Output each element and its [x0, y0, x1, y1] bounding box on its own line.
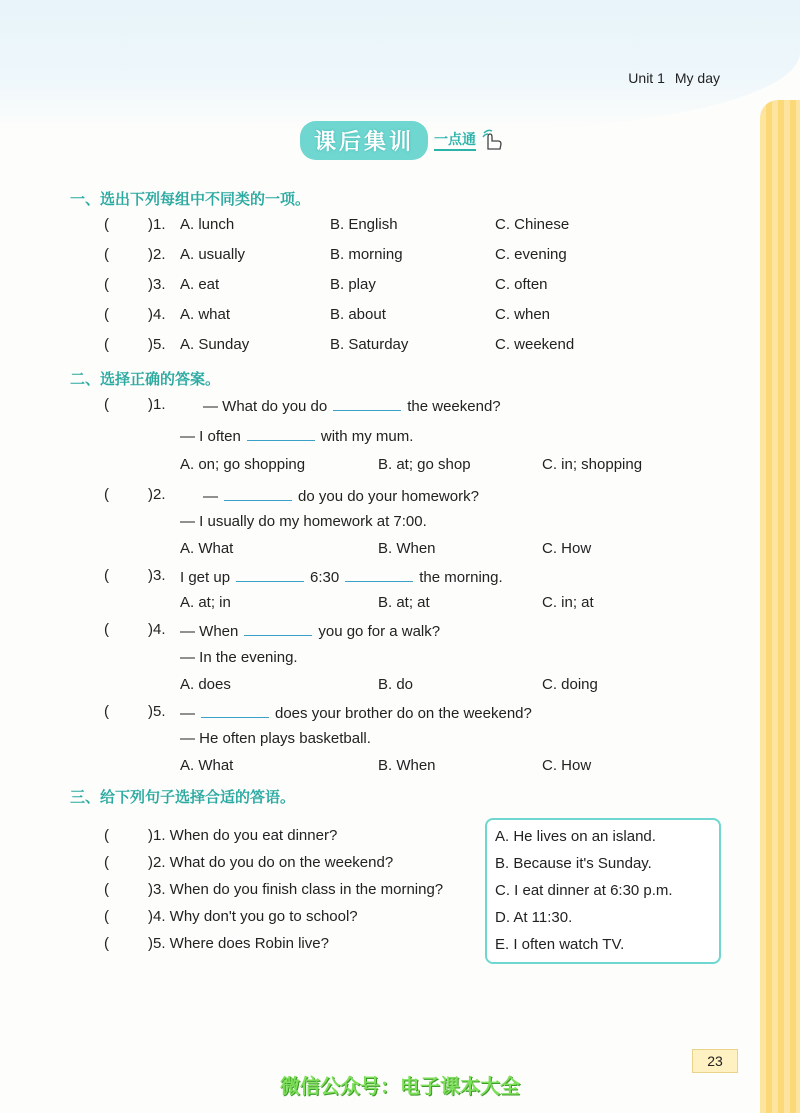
- option-a: A. eat: [180, 276, 220, 293]
- option-b: B. about: [330, 306, 386, 323]
- answer-option: B. Because it's Sunday.: [495, 855, 652, 872]
- question-number: )2.: [148, 246, 166, 263]
- option-c: C. often: [495, 276, 548, 293]
- page-edge-tabs: [760, 100, 800, 1113]
- answer-paren[interactable]: (: [104, 908, 109, 925]
- option-a: A. What: [180, 540, 234, 557]
- option-c: C. weekend: [495, 336, 575, 353]
- answer-paren[interactable]: (: [104, 881, 109, 898]
- pointing-hand-icon: [480, 127, 506, 153]
- answer-option: C. I eat dinner at 6:30 p.m.: [495, 882, 673, 899]
- unit-title: My day: [674, 70, 720, 86]
- option-a: A. lunch: [180, 216, 235, 233]
- question-number: )5.: [148, 336, 166, 353]
- option-a: A. what: [180, 306, 231, 323]
- option-a: A. on; go shopping: [180, 456, 306, 473]
- blank[interactable]: [224, 486, 292, 501]
- answer-options-box: [485, 818, 721, 964]
- option-b: B. When: [378, 757, 436, 774]
- blank[interactable]: [333, 396, 401, 411]
- answer-option: D. At 11:30.: [495, 909, 573, 926]
- section-3-title: 三、给下列句子选择合适的答语。: [70, 788, 296, 806]
- question-number: )2.: [148, 486, 166, 503]
- question-text: with my mum.: [320, 428, 414, 445]
- question-number: )5.: [148, 703, 166, 720]
- question-text: the morning.: [419, 569, 503, 586]
- option-a: A. does: [180, 676, 231, 693]
- answer-paren[interactable]: (: [104, 703, 109, 720]
- answer-paren[interactable]: (: [104, 396, 109, 413]
- answer-paren[interactable]: (: [104, 827, 109, 844]
- question-number: )3.: [148, 276, 166, 293]
- question-number: )4.: [148, 621, 166, 638]
- question-number: )4.: [148, 306, 166, 323]
- option-c: C. Chinese: [495, 216, 570, 233]
- question-number: )3.: [148, 567, 166, 584]
- answer-paren[interactable]: (: [104, 306, 109, 323]
- option-c: C. when: [495, 306, 551, 323]
- option-a: A. What: [180, 757, 234, 774]
- question-text: —: [203, 488, 218, 505]
- question-text: the weekend?: [407, 398, 501, 415]
- question-text: )4. Why don't you go to school?: [148, 908, 358, 925]
- answer-paren[interactable]: (: [104, 216, 109, 233]
- blank[interactable]: [236, 567, 304, 582]
- option-c: C. How: [542, 540, 592, 557]
- question-text: — When: [180, 623, 239, 640]
- answer-option: E. I often watch TV.: [495, 936, 625, 953]
- answer-paren[interactable]: (: [104, 854, 109, 871]
- option-c: C. doing: [542, 676, 598, 693]
- answer-paren[interactable]: (: [104, 621, 109, 638]
- section-1-title: 一、选出下列每组中不同类的一项。: [70, 190, 311, 208]
- question-text: do you do your homework?: [298, 488, 479, 505]
- question-text: — What do you do: [203, 398, 328, 415]
- blank[interactable]: [345, 567, 413, 582]
- option-a: A. usually: [180, 246, 246, 263]
- banner-title: 课后集训: [300, 121, 428, 160]
- s2-q2-response: — I usually do my homework at 7:00.: [180, 513, 427, 530]
- question-text: I get up: [180, 569, 231, 586]
- question-number: )1.: [148, 216, 166, 233]
- s2-q5-response: — He often plays basketball.: [180, 730, 371, 747]
- option-b: B. play: [330, 276, 376, 293]
- option-b: B. English: [330, 216, 398, 233]
- section-banner: [300, 122, 506, 158]
- question-text: — I often: [180, 428, 241, 445]
- option-b: B. at; go shop: [378, 456, 471, 473]
- answer-option: A. He lives on an island.: [495, 828, 656, 845]
- question-text: does your brother do on the weekend?: [275, 705, 532, 722]
- question-text: 6:30: [310, 569, 340, 586]
- question-text: —: [180, 705, 195, 722]
- option-b: B. at; at: [378, 594, 430, 611]
- question-number: )1.: [148, 396, 166, 413]
- page-number: 23: [692, 1049, 738, 1073]
- option-c: C. in; at: [542, 594, 594, 611]
- unit-label: Unit 1: [628, 70, 665, 86]
- question-text: )1. When do you eat dinner?: [148, 827, 338, 844]
- answer-paren[interactable]: (: [104, 246, 109, 263]
- answer-paren[interactable]: (: [104, 567, 109, 584]
- answer-paren[interactable]: (: [104, 276, 109, 293]
- blank[interactable]: [247, 426, 315, 441]
- section-2-title: 二、选择正确的答案。: [70, 370, 221, 388]
- option-b: B. Saturday: [330, 336, 409, 353]
- option-a: A. Sunday: [180, 336, 250, 353]
- question-text: )2. What do you do on the weekend?: [148, 854, 394, 871]
- question-text: )5. Where does Robin live?: [148, 935, 329, 952]
- blank[interactable]: [201, 703, 269, 718]
- option-c: C. evening: [495, 246, 567, 263]
- option-b: B. do: [378, 676, 414, 693]
- question-text: you go for a walk?: [318, 623, 441, 640]
- answer-paren[interactable]: (: [104, 935, 109, 952]
- banner-subtitle: 一点通: [434, 129, 476, 151]
- option-a: A. at; in: [180, 594, 231, 611]
- running-header: [628, 70, 720, 86]
- option-c: C. How: [542, 757, 592, 774]
- answer-paren[interactable]: (: [104, 336, 109, 353]
- blank[interactable]: [244, 621, 312, 636]
- question-text: )3. When do you finish class in the morning?: [148, 881, 444, 898]
- header-background: [0, 0, 800, 130]
- option-b: B. morning: [330, 246, 403, 263]
- s2-q1-response: [180, 426, 413, 445]
- answer-paren[interactable]: (: [104, 486, 109, 503]
- option-b: B. When: [378, 540, 436, 557]
- footer-watermark: 微信公众号：电子课本大全: [280, 1074, 520, 1098]
- s2-q4-response: — In the evening.: [180, 649, 298, 666]
- option-c: C. in; shopping: [542, 456, 643, 473]
